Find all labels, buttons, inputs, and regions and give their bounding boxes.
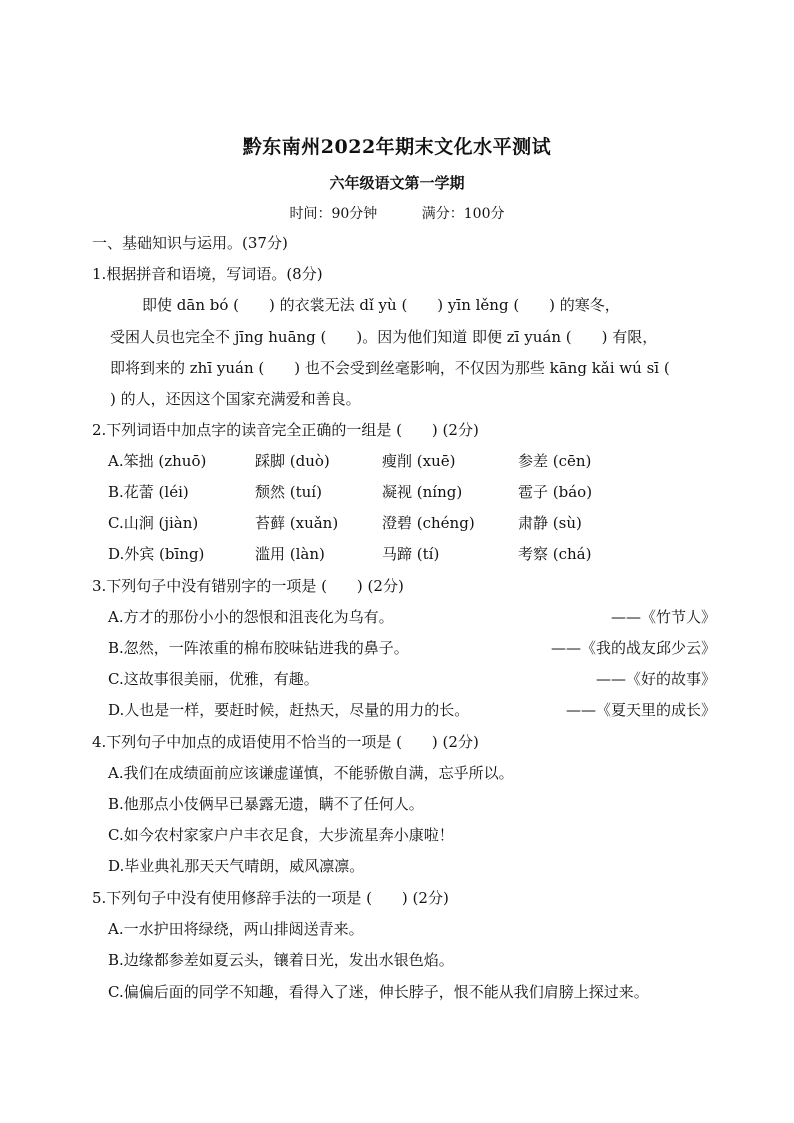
q3-option-a: A.方才的那份小小的怨恨和沮丧化为乌有。	[108, 608, 394, 626]
section-title: 一、基础知识与运用。(37分)	[92, 234, 288, 252]
q3-option-d: D.人也是一样，要赶时候，赶热天，尽量的用力的长。	[108, 701, 470, 719]
q2-cell: 马蹄 (tí)	[382, 545, 440, 563]
q2-cell: 肃静 (sù)	[518, 514, 582, 532]
q5-option-a: A.一水护田将绿绕，两山排闼送青来。	[108, 920, 364, 938]
q2-cell: D.外宾 (bīng)	[108, 545, 205, 563]
question-1-line: 受困人员也完全不 jīng huāng ( )。因为他们知道 即便 zī yuán ( ) 有限，	[110, 328, 658, 346]
q3-source-b: ——《我的战友邱少云》	[550, 639, 716, 657]
question-1-stem: 1.根据拼音和语境，写词语。(8分)	[92, 265, 323, 283]
q2-cell: 踩脚 (duò)	[255, 452, 330, 470]
question-3-stem: 3.下列句子中没有错别字的一项是 ( ) (2分)	[92, 577, 404, 595]
q4-option-d: D.毕业典礼那天天气晴朗，威风凛凛。	[108, 857, 365, 875]
question-1-line: ) 的人，还因这个国家充满爱和善良。	[110, 390, 361, 408]
q5-option-c: C.偏偏后面的同学不知趣，看得入了迷，伸长脖子，恨不能从我们肩膀上探过来。	[108, 983, 649, 1001]
q2-cell: 颓然 (tuí)	[255, 483, 322, 501]
q2-cell: C.山涧 (jiàn)	[108, 514, 199, 532]
q4-option-a: A.我们在成绩面前应该谦虚谨慎，不能骄傲自满，忘乎所以。	[108, 764, 514, 782]
exam-time: 时间：90分钟	[289, 206, 378, 222]
q2-cell: 澄碧 (chéng)	[382, 514, 475, 532]
q4-option-b: B.他那点小伎俩早已暴露无遗，瞒不了任何人。	[108, 795, 424, 813]
exam-title: 黔东南州2022年期末文化水平测试	[242, 136, 552, 158]
q2-cell: 滥用 (làn)	[255, 545, 325, 563]
question-1-line: 即将到来的 zhī yuán ( ) 也不会受到丝毫影响，不仅因为那些 kāng kǎi wú sī (	[110, 359, 670, 377]
q5-option-b: B.边缘都参差如夏云头，镶着日光，发出水银色焰。	[108, 951, 454, 969]
question-4-stem: 4.下列句子中加点的成语使用不恰当的一项是 ( ) (2分)	[92, 733, 479, 751]
q2-cell: A.笨拙 (zhuō)	[108, 452, 207, 470]
q3-source-d: ——《夏天里的成长》	[565, 701, 716, 719]
q2-cell: 瘦削 (xuē)	[382, 452, 456, 470]
exam-subtitle: 六年级语文第一学期	[329, 174, 465, 192]
question-1-line: 即使 dān bó ( ) 的衣裳无法 dǐ yù ( ) yīn lěng ( ) 的寒冬，	[142, 296, 620, 314]
question-2-stem: 2.下列词语中加点字的读音完全正确的一组是 ( ) (2分)	[92, 421, 479, 439]
q2-cell: B.花蕾 (léi)	[108, 483, 189, 501]
q3-option-b: B.忽然，一阵浓重的棉布胶味钻进我的鼻子。	[108, 639, 409, 657]
q4-option-c: C.如今农村家家户户丰衣足食，大步流星奔小康啦！	[108, 826, 454, 844]
q3-source-c: ——《好的故事》	[595, 670, 716, 688]
q2-cell: 雹子 (báo)	[518, 483, 593, 501]
q2-cell: 参差 (cēn)	[518, 452, 592, 470]
question-5-stem: 5.下列句子中没有使用修辞手法的一项是 ( ) (2分)	[92, 889, 449, 907]
exam-score: 满分：100分	[421, 206, 505, 222]
q2-cell: 凝视 (níng)	[382, 483, 463, 501]
q3-source-a: ——《竹节人》	[610, 608, 716, 626]
q2-cell: 苔藓 (xuǎn)	[255, 514, 339, 532]
q3-option-c: C.这故事很美丽，优雅，有趣。	[108, 670, 319, 688]
q2-cell: 考察 (chá)	[518, 545, 592, 563]
exam-meta	[0, 203, 794, 223]
